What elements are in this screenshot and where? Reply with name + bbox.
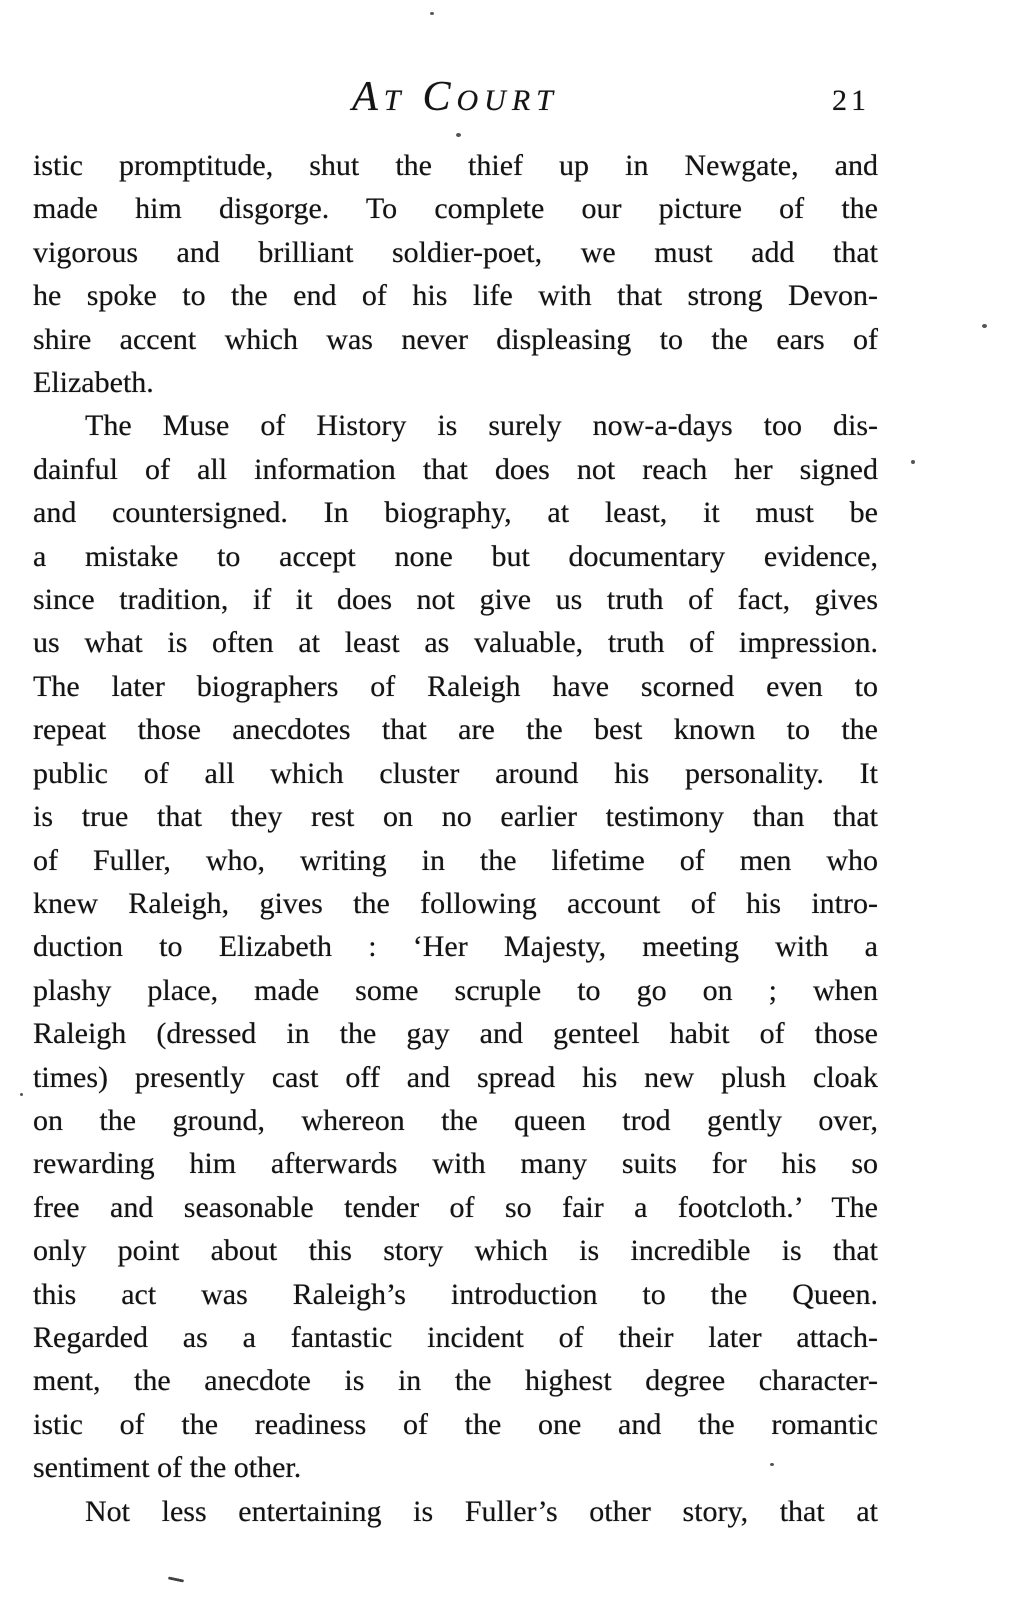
text-line: rewarding him afterwards with many suits for his so (33, 1147, 878, 1181)
text-line: shire accent which was never displeasing to the ears of (33, 322, 878, 356)
text-line: dainful of all information that does not reach her signed (33, 452, 878, 486)
text-line: made him disgorge. To complete our picture of the (33, 192, 878, 226)
text-line: plashy place, made some scruple to go on ; when (33, 973, 878, 1007)
text-line: on the ground, whereon the queen trod gently over, (33, 1103, 878, 1137)
page-header (33, 76, 878, 128)
text-line: istic promptitude, shut the thief up in Newgate, and (33, 149, 878, 182)
scan-speck (982, 324, 987, 328)
scan-speck (911, 460, 915, 464)
scan-speck (430, 12, 434, 15)
text-line: he spoke to the end of his life with that strong Devon- (33, 279, 878, 313)
text-line: Raleigh (dressed in the gay and genteel habit of those (33, 1017, 878, 1051)
text-line: Regarded as a fantastic incident of their later attach- (33, 1320, 878, 1354)
text-line: repeat those anecdotes that are the best known to the (33, 713, 878, 747)
text-line: knew Raleigh, gives the following account of his intro- (33, 886, 878, 920)
title-letter: A (352, 74, 384, 120)
page-number: 21 (832, 84, 870, 117)
text-line: ment, the anecdote is in the highest degree character- (33, 1364, 878, 1398)
title-letter: C (422, 74, 457, 120)
paragraph (33, 144, 878, 404)
paragraph (33, 1490, 878, 1533)
text-line: vigorous and brilliant soldier-poet, we must add that (33, 235, 878, 269)
text-line: this act was Raleigh’s introduction to the Queen. (33, 1277, 878, 1311)
scan-speck (456, 133, 461, 137)
text-line: free and seasonable tender of so fair a footcloth.’ The (33, 1190, 878, 1224)
text-line: The later biographers of Raleigh have scorned even to (33, 669, 878, 703)
text-line: duction to Elizabeth : ‘Her Majesty, meeting with a (33, 930, 878, 964)
paragraph (33, 404, 878, 1489)
text-line: us what is often at least as valuable, truth of impression. (33, 626, 878, 660)
text-line: The Muse of History is surely now-a-days too dis- (85, 409, 878, 443)
text-line: and countersigned. In biography, at least, it must be (33, 496, 878, 530)
text-line: only point about this story which is incredible is that (33, 1234, 878, 1268)
scan-dash-mark (168, 1576, 184, 1582)
text-line: is true that they rest on no earlier testimony than that (33, 800, 878, 834)
text-line: times) presently cast off and spread his new plush cloak (33, 1060, 878, 1094)
text-line: since tradition, if it does not give us truth of fact, gives (33, 583, 878, 617)
scan-speck (770, 1463, 774, 1466)
text-block (33, 144, 878, 1533)
text-line: Not less entertaining is Fuller’s other story, that at (85, 1494, 878, 1528)
text-line: istic of the readiness of the one and the romantic (33, 1407, 878, 1441)
text-line: public of all which cluster around his personality. It (33, 756, 878, 790)
scan-speck (20, 1093, 23, 1096)
title-letters: OURT (456, 84, 559, 117)
text-line: of Fuller, who, writing in the lifetime of men who (33, 843, 878, 877)
text-line: Elizabeth. (33, 366, 154, 400)
title-letters: T (383, 84, 407, 117)
text-line: sentiment of the other. (33, 1451, 302, 1485)
running-title (33, 76, 878, 118)
text-line: a mistake to accept none but documentary evidence, (33, 539, 878, 573)
